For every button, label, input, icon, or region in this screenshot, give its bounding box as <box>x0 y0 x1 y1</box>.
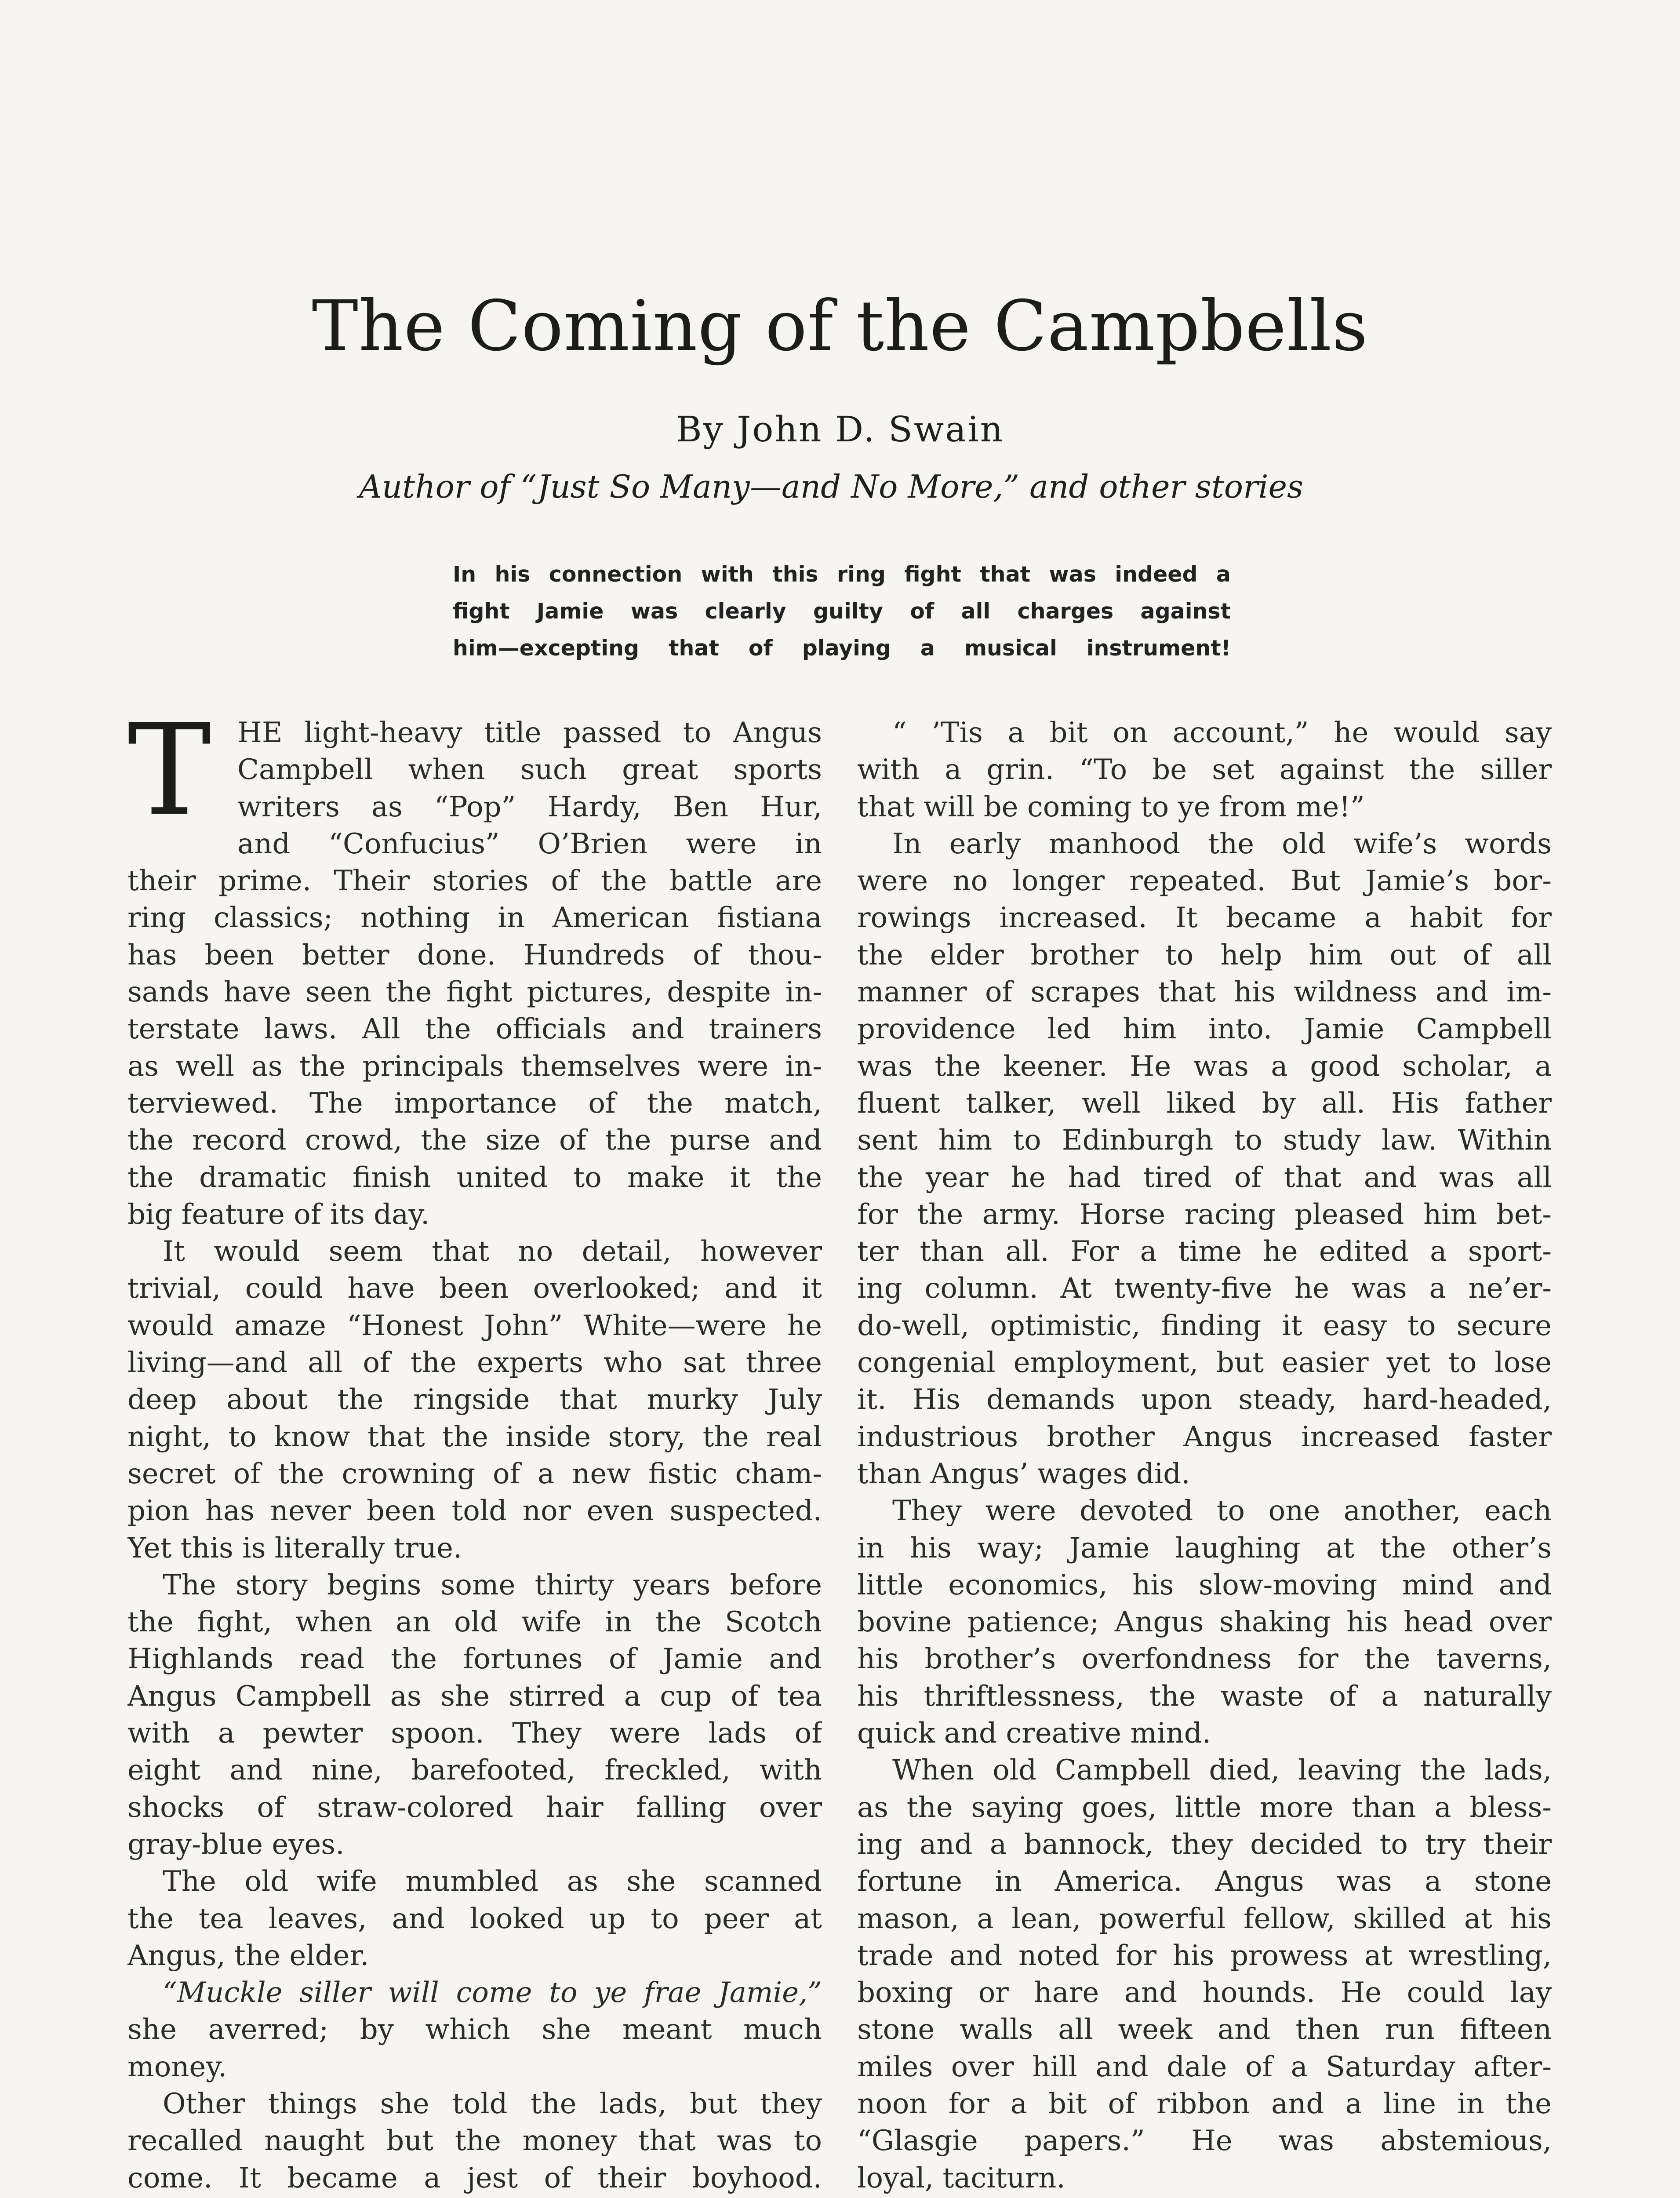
text-line: come. It became a jest of their boyhood. <box>127 2162 822 2194</box>
text-line: for the army. Horse racing pleased him bet- <box>857 1198 1552 1231</box>
text-line: “ ’Tis a bit on account,” he would say <box>892 717 1552 749</box>
text-line: night, to know that the inside story, the real <box>127 1420 822 1453</box>
text-line: in his way; Jamie laughing at the other’s <box>857 1532 1552 1565</box>
text-line: Angus, the elder. <box>127 1939 369 1972</box>
text-line: the fight, when an old wife in the Scotch <box>127 1606 822 1639</box>
text-line: ing column. At twenty-five he was a ne’er- <box>857 1272 1552 1305</box>
text-line: quick and creative mind. <box>857 1717 1211 1750</box>
text-line: shocks of straw-colored hair falling over <box>127 1791 822 1824</box>
text-line: ing and a bannock, they decided to try their <box>857 1828 1552 1861</box>
text-line: trivial, could have been overlooked; and it <box>127 1272 822 1305</box>
text-line: rowings increased. It became a habit for <box>857 902 1552 935</box>
text-line: with a grin. “To be set against the siller <box>857 753 1552 786</box>
text-line: manner of scrapes that his wildness and im- <box>857 976 1552 1009</box>
text-line: she averred; by which she meant much <box>127 2013 822 2046</box>
story-title: The Coming of the Campbells <box>312 286 1368 367</box>
text-line: eight and nine, barefooted, freckled, with <box>127 1754 822 1787</box>
text-line: has been better done. Hundreds of thou- <box>127 939 822 972</box>
text-line: It would seem that no detail, however <box>163 1235 822 1268</box>
text-line: Yet this is literally true. <box>127 1532 462 1565</box>
text-line: and “Confucius” O’Brien were in <box>237 827 822 860</box>
text-line: bovine patience; Angus shaking his head over <box>857 1606 1552 1639</box>
text-line: do-well, optimistic, finding it easy to secure <box>857 1309 1552 1342</box>
text-line: industrious brother Angus increased faster <box>857 1420 1552 1453</box>
byline: By John D. Swain <box>676 409 1004 450</box>
text-line: that will be coming to ye from me!” <box>857 790 1365 823</box>
text-line: “Muckle siller will come to ye frae Jamie,” <box>163 1976 822 2009</box>
text-line: it. His demands upon steady, hard-headed, <box>857 1383 1552 1416</box>
story-blurb <box>453 556 1231 667</box>
text-line: secret of the crowning of a new fistic cham- <box>127 1457 822 1490</box>
text-line: ring classics; nothing in American fistiana <box>127 902 822 935</box>
drop-cap: T <box>127 698 211 844</box>
text-line: When old Campbell died, leaving the lads, <box>892 1754 1552 1787</box>
blurb-line: In his connection with this ring fight that was indeed a <box>453 562 1231 587</box>
text-line: ter than all. For a time he edited a sport- <box>857 1235 1552 1268</box>
text-line: his brother’s overfondness for the taverns, <box>857 1643 1552 1676</box>
text-line: miles over hill and dale of a Saturday after- <box>857 2050 1552 2083</box>
text-line: The old wife mumbled as she scanned <box>163 1865 822 1898</box>
text-line: pion has never been told nor even suspected. <box>127 1495 822 1528</box>
text-line: would amaze “Honest John” White—were he <box>127 1309 822 1342</box>
text-line: fortune in America. Angus was a stone <box>857 1865 1552 1898</box>
text-line: as the saying goes, little more than a bless- <box>857 1791 1552 1824</box>
text-line: was the keener. He was a good scholar, a <box>857 1050 1552 1083</box>
text-line: writers as “Pop” Hardy, Ben Hur, <box>237 790 822 823</box>
text-line: “Glasgie papers.” He was abstemious, <box>857 2125 1552 2158</box>
text-line: sent him to Edinburgh to study law. Within <box>857 1124 1552 1157</box>
text-line: terviewed. The importance of the match, <box>127 1087 822 1120</box>
text-line: HE light-heavy title passed to Angus <box>237 717 822 749</box>
text-line: big feature of its day. <box>127 1198 430 1231</box>
text-line: mason, a lean, powerful fellow, skilled at his <box>857 1902 1552 1935</box>
text-line: living—and all of the experts who sat three <box>127 1346 822 1379</box>
blurb-line: fight Jamie was clearly guilty of all charges against <box>453 599 1231 624</box>
text-line: stone walls all week and then run fifteen <box>857 2013 1552 2046</box>
text-line: noon for a bit of ribbon and a line in the <box>857 2087 1552 2120</box>
text-line: loyal, taciturn. <box>857 2162 1065 2194</box>
text-line: his thriftlessness, the waste of a naturally <box>857 1680 1552 1713</box>
text-line: the tea leaves, and looked up to peer at <box>127 1902 822 1935</box>
body-column-left <box>127 698 822 2198</box>
text-line: sands have seen the fight pictures, despite in- <box>127 976 822 1009</box>
text-line: than Angus’ wages did. <box>857 1457 1190 1490</box>
text-line: their prime. Their stories of the battle are <box>127 865 822 898</box>
text-line: trade and noted for his prowess at wrestling, <box>857 1939 1552 1972</box>
blurb-line: him—excepting that of playing a musical instrument! <box>453 636 1231 661</box>
body-column-right <box>857 714 1552 2198</box>
text-line: gray-blue eyes. <box>127 1828 345 1861</box>
text-line: the year he had tired of that and was all <box>857 1161 1552 1194</box>
text-line: were no longer repeated. But Jamie’s bor- <box>857 865 1552 898</box>
text-line: recalled naught but the money that was to <box>127 2125 822 2158</box>
text-line: In early manhood the old wife’s words <box>892 827 1552 860</box>
text-line: the elder brother to help him out of all <box>857 939 1552 972</box>
text-line: terstate laws. All the officials and trainers <box>127 1013 822 1046</box>
text-line: The story begins some thirty years before <box>163 1568 822 1601</box>
text-line: Campbell when such great sports <box>237 753 822 786</box>
text-line: the dramatic finish united to make it the <box>127 1161 822 1194</box>
text-line: congenial employment, but easier yet to lose <box>857 1346 1552 1379</box>
text-line: deep about the ringside that murky July <box>127 1383 822 1416</box>
text-line: as well as the principals themselves were in- <box>127 1050 822 1083</box>
text-line: Other things she told the lads, but they <box>163 2087 822 2120</box>
text-line: with a pewter spoon. They were lads of <box>127 1717 822 1750</box>
text-line: Highlands read the fortunes of Jamie and <box>127 1643 822 1676</box>
text-line: Angus Campbell as she stirred a cup of tea <box>127 1680 822 1713</box>
text-line: They were devoted to one another, each <box>892 1495 1552 1528</box>
text-line: boxing or hare and hounds. He could lay <box>857 1976 1552 2009</box>
text-line: the record crowd, the size of the purse and <box>127 1124 822 1157</box>
text-line: money. <box>127 2050 227 2083</box>
text-line: providence led him into. Jamie Campbell <box>857 1013 1552 1046</box>
text-line: little economics, his slow-moving mind and <box>857 1568 1552 1601</box>
author-credits: Author of “Just So Many—and No More,” and other stories <box>359 468 1304 505</box>
text-line: fluent talker, well liked by all. His father <box>857 1087 1552 1120</box>
